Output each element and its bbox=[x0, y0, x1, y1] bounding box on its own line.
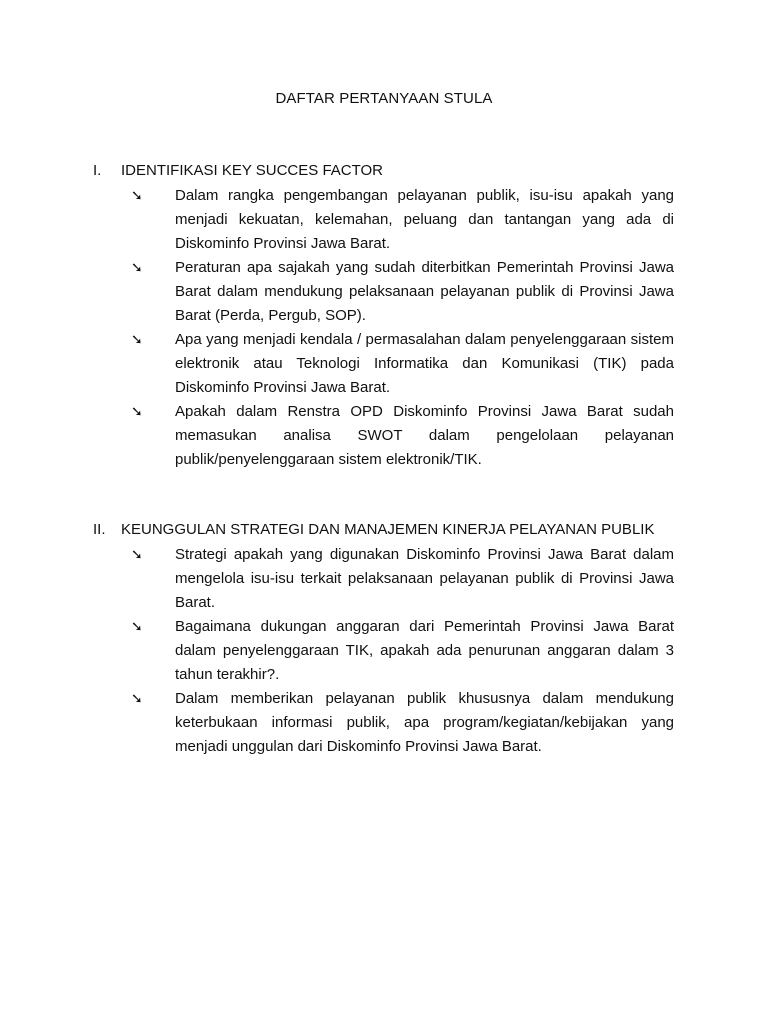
arrow-bullet-icon: ➘ bbox=[131, 404, 143, 420]
question-text: Strategi apakah yang digunakan Diskominfo Provinsi Jawa Barat dalam mengelola isu-isu terkait pelaksanaan pelayanan publik di Provinsi Jawa Barat. bbox=[175, 546, 674, 611]
arrow-bullet-icon: ➘ bbox=[131, 691, 143, 707]
question-text: Dalam memberikan pelayanan publik khususnya dalam mendukung keterbukaan informasi publik, apa program/kegiatan/kebijakan yang menjadi unggulan dari Diskominfo Provinsi Jawa Barat. bbox=[175, 690, 674, 755]
question-text: Bagaimana dukungan anggaran dari Pemerintah Provinsi Jawa Barat dalam penyelenggaraan TIK, apakah ada penurunan anggaran dalam 3 tahun terakhir?. bbox=[175, 618, 674, 683]
question-item bbox=[131, 256, 674, 328]
arrow-bullet-icon: ➘ bbox=[131, 619, 143, 635]
question-item bbox=[131, 400, 674, 472]
section-title: IDENTIFIKASI KEY SUCCES FACTOR bbox=[121, 162, 384, 179]
arrow-bullet-icon: ➘ bbox=[131, 332, 143, 348]
arrow-bullet-icon: ➘ bbox=[131, 547, 143, 563]
section-heading bbox=[93, 519, 693, 543]
question-text: Dalam rangka pengembangan pelayanan publik, isu-isu apakah yang menjadi kekuatan, kelemahan, peluang dan tantangan yang ada di Diskominfo Provinsi Jawa Barat. bbox=[175, 187, 674, 252]
document-title: DAFTAR PERTANYAAN STULA bbox=[275, 90, 493, 107]
question-text: Apa yang menjadi kendala / permasalahan dalam penyelenggaraan sistem elektronik atau Teknologi Informatika dan Komunikasi (TIK) pada Diskominfo Provinsi Jawa Barat. bbox=[175, 331, 674, 396]
question-list bbox=[93, 543, 693, 759]
section-title: KEUNGGULAN STRATEGI DAN MANAJEMEN KINERJA PELAYANAN PUBLIK bbox=[121, 521, 655, 538]
question-item bbox=[131, 543, 674, 615]
question-item bbox=[131, 328, 674, 400]
section-identifikasi bbox=[93, 160, 693, 472]
arrow-bullet-icon: ➘ bbox=[131, 260, 143, 276]
section-keunggulan bbox=[93, 519, 693, 759]
question-item bbox=[131, 687, 674, 759]
section-number: I. bbox=[93, 162, 102, 179]
section-number: II. bbox=[93, 521, 106, 538]
arrow-bullet-icon: ➘ bbox=[131, 188, 143, 204]
section-heading bbox=[93, 160, 693, 184]
question-text: Peraturan apa sajakah yang sudah diterbitkan Pemerintah Provinsi Jawa Barat dalam mendukung pelaksanaan pelayanan publik di Provinsi Jawa Barat (Perda, Pergub, SOP). bbox=[175, 259, 674, 324]
question-item bbox=[131, 615, 674, 687]
question-list bbox=[93, 184, 693, 472]
question-text: Apakah dalam Renstra OPD Diskominfo Provinsi Jawa Barat sudah memasukan analisa SWOT dalam pengelolaan pelayanan publik/penyelenggaraan sistem elektronik/TIK. bbox=[175, 403, 674, 468]
question-item bbox=[131, 184, 674, 256]
